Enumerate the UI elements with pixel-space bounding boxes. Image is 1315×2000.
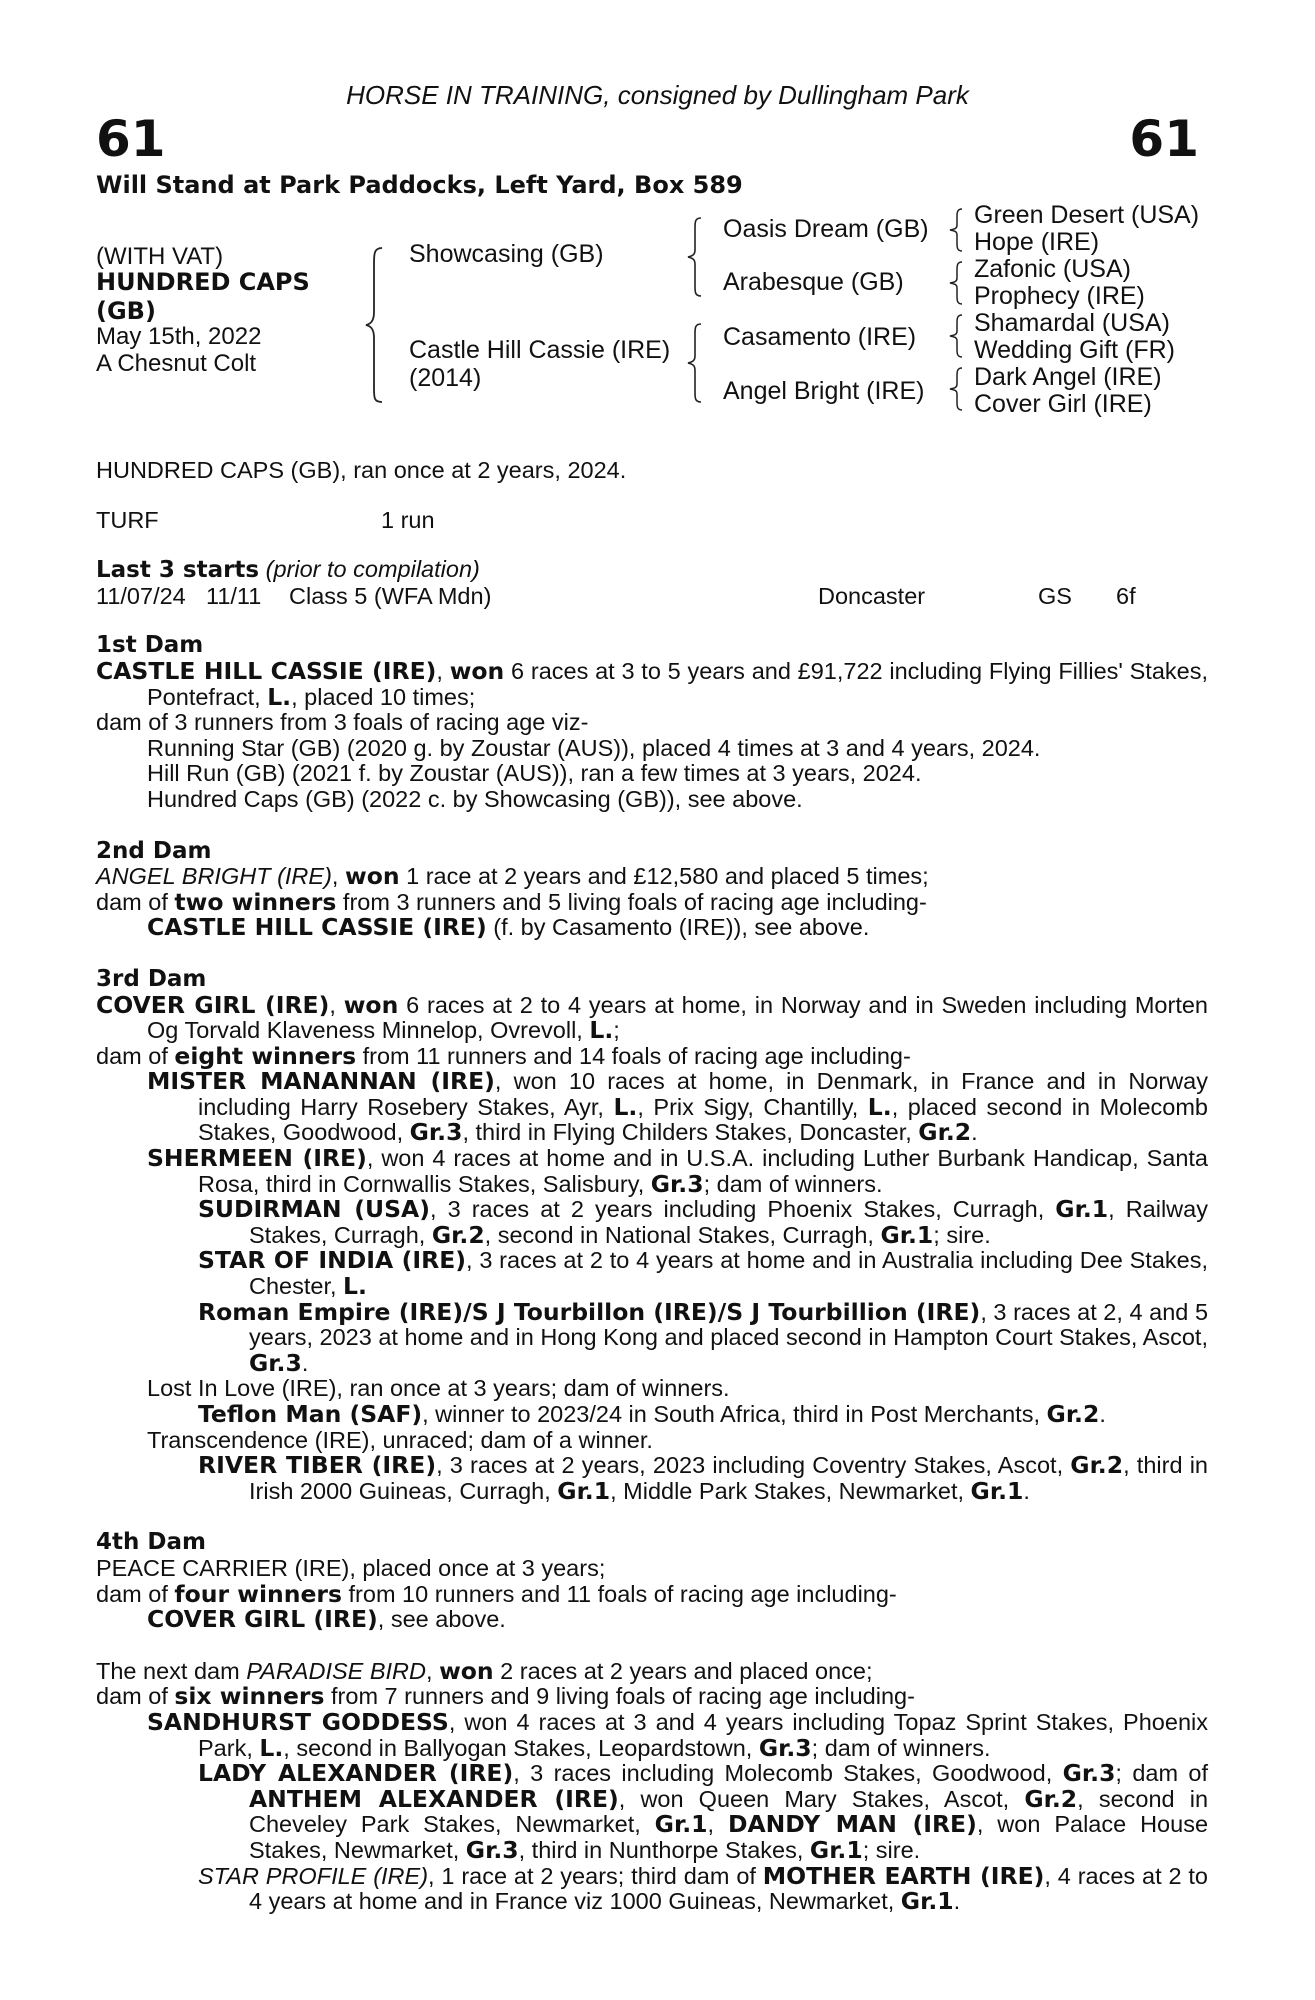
first-dam-heading: 1st Dam	[96, 632, 204, 659]
dam-year: (2014)	[409, 364, 482, 392]
roman-empire-entry: Roman Empire (IRE)/S J Tourbillon (IRE)/S J Tourbillion (IRE), 3 races at 2, 4 and 5 years, 2023 at home and in Hong Kong and placed second in Hampton Court Stakes, Ascot, Gr.3.	[198, 1297, 1209, 1377]
pedigree-brace-sire	[683, 212, 713, 302]
star-of-india-entry: STAR OF INDIA (IRE), 3 races at 2 to 4 years at home and in Australia including Dee Stakes, Chester, L.	[198, 1246, 1208, 1301]
river-tiber-entry: RIVER TIBER (IRE), 3 races at 2 years, 2023 including Coventry Stakes, Ascot, Gr.2, third in Irish 2000 Guineas, Curragh, Gr.1, Middle Park Stakes, Newmarket, Gr.1.	[198, 1451, 1208, 1505]
lot-number-left: 61	[96, 110, 166, 168]
next-dam-record: The next dam PARADISE BIRD, won 2 races at 2 years and placed once;	[96, 1656, 873, 1685]
fourth-dam-record: PEACE CARRIER (IRE), placed once at 3 years;	[96, 1554, 606, 1581]
lady-alexander-entry: LADY ALEXANDER (IRE), 3 races including Molecomb Stakes, Goodwood, Gr.3; dam of ANTHEM ALEXANDER (IRE), won Queen Mary Stakes, Ascot, Gr.2, second in Cheveley Park Stakes, Newmarket, Gr.1, DANDY MAN (IRE), won Palace House Stakes, Newmarket, Gr.3, third in Nunthorpe Stakes, Gr.1; sire.	[198, 1759, 1209, 1864]
lot-number-right: 61	[1129, 110, 1199, 168]
pedigree-brace-ds	[944, 311, 974, 361]
fourth-dam-produce: dam of four winners from 10 runners and 11 foals of racing age including-	[96, 1579, 897, 1608]
pedigree-brace-sd	[944, 258, 974, 308]
first-dam-record: CASTLE HILL CASSIE (IRE), won 6 races at 3 to 5 years and £91,722 including Flying Fillies' Stakes, Pontefract, L., placed 10 times;	[96, 656, 1209, 711]
dam-sire-dam: Wedding Gift (FR)	[974, 336, 1175, 364]
sudirman-entry: SUDIRMAN (USA), 3 races at 2 years including Phoenix Stakes, Curragh, Gr.1, Railway Stakes, Curragh, Gr.2, second in National Stakes, Curragh, Gr.1; sire.	[198, 1195, 1208, 1249]
lost-in-love-entry: Lost In Love (IRE), ran once at 3 years; dam of winners.	[147, 1375, 730, 1402]
last-starts-heading: Last 3 starts (prior to compilation)	[96, 556, 480, 584]
sire-dam-dam: Prophecy (IRE)	[974, 282, 1145, 310]
horse-name-country: (GB)	[96, 297, 156, 325]
catalogue-body	[96, 458, 1208, 1915]
dam-dam-dam: Cover Girl (IRE)	[974, 390, 1152, 418]
pedigree-brace-dd	[944, 364, 974, 414]
second-dam-heading: 2nd Dam	[96, 837, 212, 864]
fourth-dam-heading: 4th Dam	[96, 1529, 206, 1556]
record-runs: 1 run	[381, 506, 435, 533]
stand-location: Will Stand at Park Paddocks, Left Yard, Box 589	[96, 171, 743, 199]
second-dam-offspring-1: CASTLE HILL CASSIE (IRE) (f. by Casamento (IRE)), see above.	[147, 913, 870, 942]
mister-manannan-entry: MISTER MANANNAN (IRE), won 10 races at home, in Denmark, in France and in Norway including Harry Rosebery Stakes, Ayr, L., Prix Sigy, Chantilly, L., placed second in Molecomb Stakes, Goodwood, Gr.3, third in Flying Childers Stakes, Doncaster, Gr.2.	[147, 1067, 1208, 1147]
first-dam-offspring-3: Hundred Caps (GB) (2022 c. by Showcasing (GB)), see above.	[147, 785, 803, 812]
horse-name: HUNDRED CAPS	[96, 268, 310, 296]
horse-description: A Chesnut Colt	[96, 350, 257, 377]
third-dam-heading: 3rd Dam	[96, 965, 207, 992]
dam-sire-sire: Shamardal (USA)	[974, 309, 1170, 337]
fourth-dam-offspring-1: COVER GIRL (IRE), see above.	[147, 1605, 506, 1634]
foaling-date: May 15th, 2022	[96, 323, 262, 350]
sire-sire-sire: Green Desert (USA)	[974, 201, 1200, 229]
next-dam-produce: dam of six winners from 7 runners and 9 living foals of racing age including-	[96, 1682, 915, 1711]
third-dam-produce: dam of eight winners from 11 runners and 14 foals of racing age including-	[96, 1041, 911, 1070]
third-dam-record: COVER GIRL (IRE), won 6 races at 2 to 4 years at home, in Norway and in Sweden including Morten Og Torvald Klaveness Minnelop, Ovrevoll, L.;	[96, 990, 1208, 1045]
sire-sire: Oasis Dream (GB)	[723, 215, 929, 243]
pedigree-brace-ss	[944, 205, 974, 255]
sire-dam: Arabesque (GB)	[723, 268, 904, 296]
race-summary: HUNDRED CAPS (GB), ran once at 2 years, 2024.	[96, 457, 627, 483]
sandhurst-goddess-entry: SANDHURST GODDESS, won 4 races at 3 and 4 years including Topaz Sprint Stakes, Phoenix Park, L., second in Ballyogan Stakes, Leopardstown, Gr.3; dam of winners.	[147, 1707, 1208, 1762]
last-starts-row: 11/07/24 11/11 Class 5 (WFA Mdn) Doncaster GS 6f	[96, 582, 1136, 609]
second-dam-produce: dam of two winners from 3 runners and 5 living foals of racing age including-	[96, 887, 927, 916]
pedigree-brace-main	[360, 240, 400, 410]
race-record	[96, 508, 1208, 534]
sire-sire-dam: Hope (IRE)	[974, 228, 1100, 256]
vat-note: (WITH VAT)	[96, 243, 224, 270]
second-dam-record: ANGEL BRIGHT (IRE), won 1 race at 2 years and £12,580 and placed 5 times;	[96, 862, 929, 891]
transcendence-entry: Transcendence (IRE), unraced; dam of a winner.	[147, 1426, 653, 1453]
page-header: HORSE IN TRAINING, consigned by Dullingham Park	[346, 80, 969, 110]
sire-dam-sire: Zafonic (USA)	[974, 255, 1131, 283]
shermeen-entry: SHERMEEN (IRE), won 4 races at home and in U.S.A. including Luther Burbank Handicap, Santa Rosa, third in Cornwallis Stakes, Salisbury, Gr.3; dam of winners.	[147, 1144, 1208, 1198]
star-profile-entry: STAR PROFILE (IRE), 1 race at 2 years; third dam of MOTHER EARTH (IRE), 4 races at 2 to 4 years at home and in France viz 1000 Guineas, Newmarket, Gr.1.	[198, 1861, 1209, 1916]
record-surface: TURF	[96, 506, 159, 533]
first-dam-offspring-1: Running Star (GB) (2020 g. by Zoustar (AUS)), placed 4 times at 3 and 4 years, 2024.	[147, 734, 1041, 761]
first-dam-produce: dam of 3 runners from 3 foals of racing age viz-	[96, 709, 589, 736]
dam-dam: Angel Bright (IRE)	[723, 377, 925, 405]
dam-name: Castle Hill Cassie (IRE)	[409, 336, 671, 364]
sire-name: Showcasing (GB)	[409, 240, 604, 268]
pedigree-brace-dam	[683, 318, 713, 408]
dam-dam-sire: Dark Angel (IRE)	[974, 363, 1162, 391]
dam-sire: Casamento (IRE)	[723, 323, 917, 351]
teflon-man-entry: Teflon Man (SAF), winner to 2023/24 in South Africa, third in Post Merchants, Gr.2.	[198, 1400, 1106, 1428]
first-dam-offspring-2: Hill Run (GB) (2021 f. by Zoustar (AUS)), ran a few times at 3 years, 2024.	[147, 760, 922, 787]
